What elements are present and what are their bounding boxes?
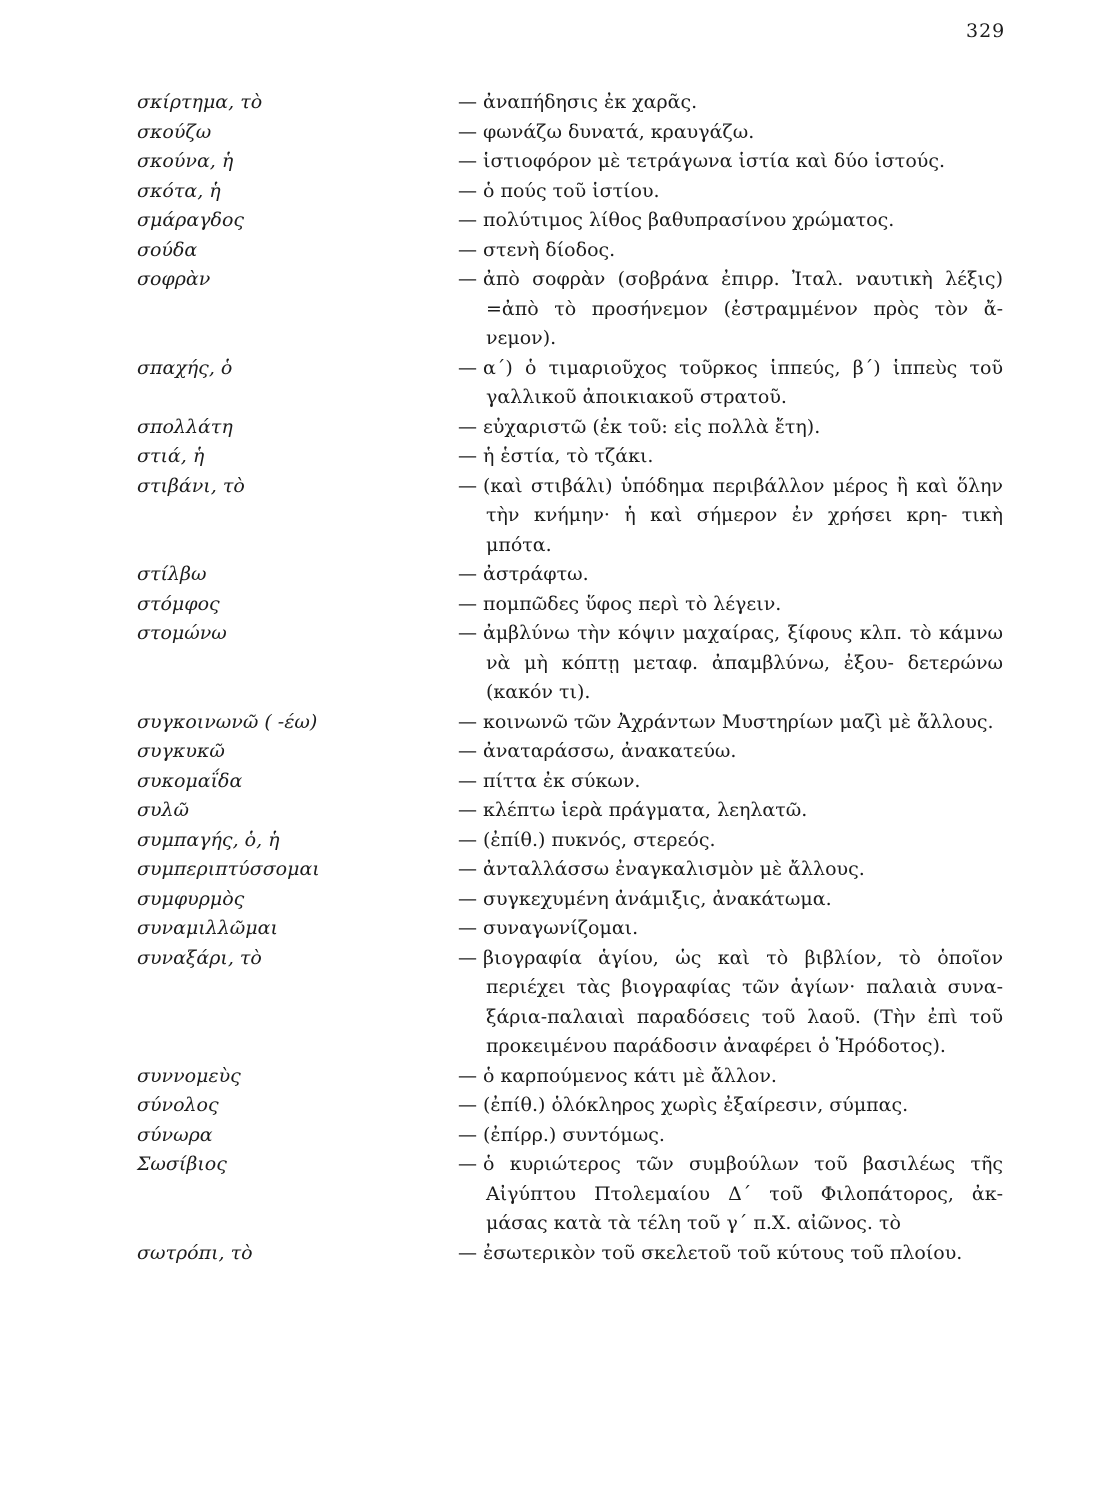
definition: [458, 88, 1003, 118]
glossary-entry: [0, 885, 1115, 915]
glossary-entry: [0, 413, 1115, 443]
dash: —: [458, 120, 477, 143]
definition: [458, 944, 1003, 1062]
glossary-entry: [0, 796, 1115, 826]
definition-text: συναγωνίζομαι.: [483, 917, 639, 939]
definition: [458, 413, 1003, 443]
definition-text: α΄) ὁ τιμαριοῦχος τοῦρκος ἱππεύς, β΄) ἱππεὺς τοῦ γαλλικοῦ ἀποικιακοῦ στρατοῦ.: [483, 356, 1003, 408]
definition: [458, 826, 1003, 856]
headword: στομώνω: [137, 622, 227, 644]
headword: συμπαγής, ὁ, ἡ: [137, 828, 280, 851]
definition: [458, 147, 1003, 177]
dash: —: [458, 1153, 477, 1175]
headword: συλῶ: [137, 799, 190, 821]
glossary-entry: [0, 708, 1115, 738]
headword: σοφρὰν: [137, 268, 211, 290]
glossary-entry: [0, 1062, 1115, 1092]
definition: [458, 1150, 1003, 1239]
definition-text: βιογραφία ἁγίου, ὡς καὶ τὸ βιβλίον, τὸ ὁποῖον περιέχει τὰς βιογραφίας τῶν ἁγίων· παλαιὰ συνα- ξάρια-παλαιαὶ παραδόσεις τοῦ λαοῦ. (Τὴν ἐπὶ τοῦ προκειμένου παράδοσιν ἀναφέρει ὁ Ἡρόδοτος).: [483, 946, 1003, 1057]
headword: συγκοινωνῶ ( -έω): [137, 710, 318, 733]
definition-text: ὁ κυριώτερος τῶν συμβούλων τοῦ βασιλέως τῆς Αἰγύπτου Πτολεμαίου Δ΄ τοῦ Φιλοπάτορος, ἀκ- μάσας κατὰ τὰ τέλη τοῦ γ΄ π.Χ. αἰῶνος. τὸ: [483, 1153, 1003, 1234]
glossary-entry: [0, 442, 1115, 472]
definition: [458, 472, 1003, 561]
definition-text: ἀστράφτω.: [483, 563, 589, 585]
glossary-entry: [0, 206, 1115, 236]
glossary-entry: [0, 914, 1115, 944]
glossary-entry: [0, 767, 1115, 797]
dash: —: [458, 563, 477, 585]
headword: σκούνα, ἡ: [137, 150, 234, 172]
definition: [458, 177, 1003, 207]
dash: —: [458, 415, 477, 438]
glossary-entry: [0, 590, 1115, 620]
glossary-entry: [0, 619, 1115, 708]
glossary-entry: [0, 147, 1115, 177]
definition-text: (ἐπίθ.) πυκνός, στερεός.: [483, 828, 716, 851]
definition: [458, 1091, 1003, 1121]
dash: —: [458, 769, 477, 792]
headword: στίλβω: [137, 563, 207, 585]
definition-text: κλέπτω ἱερὰ πράγματα, λεηλατῶ.: [483, 799, 808, 821]
headword: σκότα, ἡ: [137, 179, 221, 202]
dash: —: [458, 592, 477, 615]
definition: [458, 118, 1003, 148]
definition-text: ὁ πούς τοῦ ἱστίου.: [483, 179, 660, 202]
glossary-entry: [0, 88, 1115, 118]
dash: —: [458, 1064, 477, 1087]
glossary-list: [0, 88, 1115, 1268]
definition-text: ἱστιοφόρον μὲ τετράγωνα ἱστία καὶ δύο ἱστούς.: [483, 150, 945, 172]
definition-text: συγκεχυμένη ἀνάμιξις, ἀνακάτωμα.: [483, 887, 832, 910]
definition: [458, 560, 1003, 590]
headword: στιβάνι, τὸ: [137, 474, 245, 497]
headword: σπαχής, ὁ: [137, 356, 233, 379]
definition: [458, 737, 1003, 767]
page-number: 329: [966, 20, 1006, 42]
definition-text: ἀνταλλάσσω ἐναγκαλισμὸν μὲ ἄλλους.: [483, 858, 865, 880]
definition-text: πολύτιμος λίθος βαθυπρασίνου χρώματος.: [483, 209, 895, 231]
dash: —: [458, 474, 477, 497]
headword: συννομεὺς: [137, 1064, 241, 1087]
glossary-entry: [0, 855, 1115, 885]
definition: [458, 442, 1003, 472]
glossary-entry: [0, 737, 1115, 767]
dash: —: [458, 828, 477, 851]
headword: συμπεριπτύσσομαι: [137, 858, 320, 880]
definition: [458, 1239, 1003, 1269]
glossary-entry: [0, 944, 1115, 1062]
definition: [458, 265, 1003, 354]
headword: σωτρόπι, τὸ: [137, 1241, 253, 1264]
dash: —: [458, 356, 477, 379]
definition-text: στενὴ δίοδος.: [483, 238, 616, 261]
definition-text: εὐχαριστῶ (ἐκ τοῦ: εἰς πολλὰ ἔτη).: [483, 415, 821, 438]
definition: [458, 1121, 1003, 1151]
headword: σμάραγδος: [137, 209, 245, 231]
dash: —: [458, 622, 477, 644]
glossary-entry: [0, 177, 1115, 207]
definition-text: πίττα ἐκ σύκων.: [483, 769, 641, 792]
dash: —: [458, 238, 477, 261]
definition-text: κοινωνῶ τῶν Ἀχράντων Μυστηρίων μαζὶ μὲ ἄλλους.: [483, 710, 994, 733]
definition: [458, 590, 1003, 620]
definition: [458, 1062, 1003, 1092]
headword: Σωσίβιος: [137, 1153, 227, 1175]
dash: —: [458, 1241, 477, 1264]
dash: —: [458, 740, 477, 762]
dash: —: [458, 710, 477, 733]
definition-text: ὁ καρπούμενος κάτι μὲ ἄλλον.: [483, 1064, 777, 1087]
definition-text: ἀναπήδησις ἐκ χαρᾶς.: [483, 91, 698, 113]
definition-text: ἀπὸ σοφρὰν (σοβράνα ἐπιρρ. Ἰταλ. ναυτικὴ λέξις) =ἀπὸ τὸ προσήνεμον (ἐστραμμένον πρὸς τὸν ἄ- νεμον).: [483, 268, 1003, 349]
glossary-entry: [0, 236, 1115, 266]
headword: στιά, ἡ: [137, 445, 205, 467]
headword: συκομαΐδα: [137, 769, 243, 792]
headword: συγκυκῶ: [137, 740, 225, 762]
definition-text: ἐσωτερικὸν τοῦ σκελετοῦ τοῦ κύτους τοῦ πλοίου.: [483, 1241, 963, 1264]
dash: —: [458, 445, 477, 467]
dash: —: [458, 150, 477, 172]
definition: [458, 796, 1003, 826]
definition-text: πομπῶδες ὕφος περὶ τὸ λέγειν.: [483, 592, 782, 615]
dash: —: [458, 946, 477, 969]
glossary-entry: [0, 826, 1115, 856]
glossary-entry: [0, 265, 1115, 354]
headword: σκίρτημα, τὸ: [137, 91, 263, 113]
definition-text: ἀναταράσσω, ἀνακατεύω.: [483, 740, 737, 762]
dash: —: [458, 1123, 477, 1146]
dash: —: [458, 799, 477, 821]
definition-text: ἀμβλύνω τὴν κόψιν μαχαίρας, ξίφους κλπ. τὸ κάμνω νὰ μὴ κόπτῃ μεταφ. ἀπαμβλύνω, ἐξου- δετερώνω (κακόν τι).: [483, 622, 1003, 703]
definition: [458, 914, 1003, 944]
definition: [458, 767, 1003, 797]
headword: σύνωρα: [137, 1123, 213, 1146]
headword: σούδα: [137, 238, 198, 261]
glossary-entry: [0, 118, 1115, 148]
glossary-entry: [0, 1121, 1115, 1151]
dash: —: [458, 209, 477, 231]
dash: —: [458, 887, 477, 910]
definition-text: φωνάζω δυνατά, κραυγάζω.: [483, 120, 755, 143]
definition-text: (ἐπίθ.) ὁλόκληρος χωρὶς ἐξαίρεσιν, σύμπας.: [483, 1094, 909, 1116]
dash: —: [458, 917, 477, 939]
glossary-entry: [0, 354, 1115, 413]
glossary-entry: [0, 1150, 1115, 1239]
definition-text: ἡ ἑστία, τὸ τζάκι.: [483, 445, 654, 467]
dash: —: [458, 1094, 477, 1116]
headword: σκούζω: [137, 120, 212, 143]
headword: συναμιλλῶμαι: [137, 917, 278, 939]
glossary-entry: [0, 560, 1115, 590]
dash: —: [458, 858, 477, 880]
headword: συναξάρι, τὸ: [137, 946, 262, 969]
glossary-entry: [0, 472, 1115, 561]
headword: στόμφος: [137, 592, 220, 615]
definition: [458, 354, 1003, 413]
definition: [458, 885, 1003, 915]
dash: —: [458, 268, 477, 290]
headword: σύνολος: [137, 1094, 219, 1116]
dash: —: [458, 179, 477, 202]
headword: συμφυρμὸς: [137, 887, 245, 910]
definition: [458, 708, 1003, 738]
glossary-entry: [0, 1091, 1115, 1121]
definition: [458, 206, 1003, 236]
definition: [458, 619, 1003, 708]
glossary-entry: [0, 1239, 1115, 1269]
definition-text: (καὶ στιβάλι) ὑπόδημα περιβάλλον μέρος ἢ καὶ ὅλην τὴν κνήμην· ἡ καὶ σήμερον ἐν χρήσει κρη- τικὴ μπότα.: [483, 474, 1003, 556]
definition: [458, 855, 1003, 885]
headword: σπολλάτη: [137, 415, 233, 438]
definition-text: (ἐπίρρ.) συντόμως.: [483, 1123, 665, 1146]
definition: [458, 236, 1003, 266]
dash: —: [458, 91, 477, 113]
